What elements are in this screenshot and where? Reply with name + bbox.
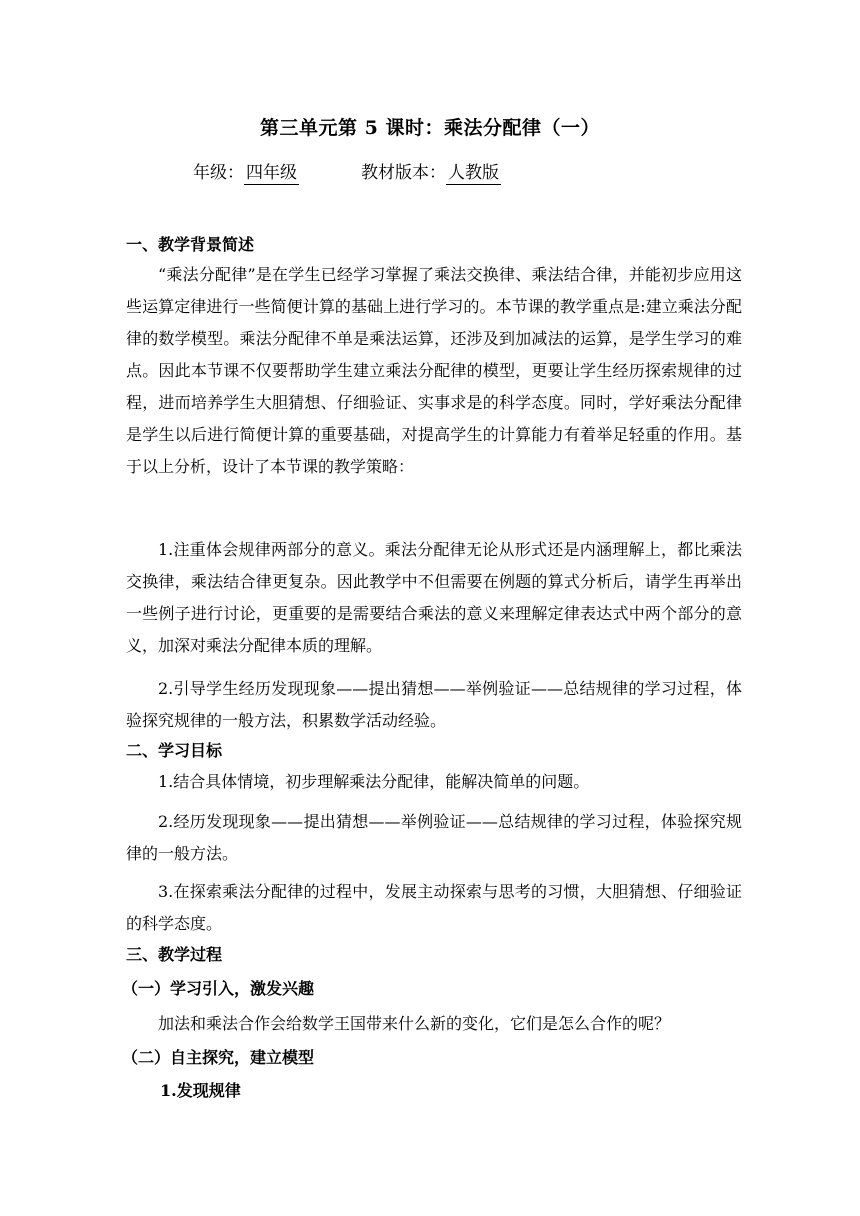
section-heading-process: 三、教学过程 bbox=[126, 945, 223, 964]
section-heading-objectives: 二、学习目标 bbox=[126, 741, 223, 760]
objective-item-1: 1.结合具体情境，初步理解乘法分配律，能解决简单的问题。 bbox=[158, 772, 590, 791]
subsection-explore: （二）自主探究，建立模型 bbox=[122, 1048, 315, 1067]
background-paragraph: “乘法分配律”是在学生已经学习掌握了乘法交换律、乘法结合律，并能初步应用这些运算定律进行一些简便计算的基础上进行学习的。本节课的教学重点是:建立乘法分配律的数学模型。乘法分配律不单是乘法运算，还涉及到加减法的运算，是学生学习的难点。因此本节课不仅要帮助学生建立乘法分配律的模型，更要让学生经历探索规律的过程，进而培养学生大胆猜想、仔细验证、实事求是的科学态度。同时，学好乘法分配律是学生以后进行简便计算的重要基础，对提高学生的计算能力有着举足轻重的作用。基于以上分析，设计了本节课的教学策略： bbox=[126, 265, 742, 476]
edition-label: 教材版本： bbox=[361, 163, 446, 183]
grade-label: 年级： bbox=[193, 163, 244, 183]
strategy-item-2: 2.引导学生经历发现现象——提出猜想——举例验证——总结规律的学习过程，体验探究规律的一般方法，积累数学活动经验。 bbox=[126, 679, 742, 730]
edition-value: 人教版 bbox=[448, 163, 499, 183]
section-heading-background: 一、教学背景简述 bbox=[126, 235, 255, 254]
objective-item-2: 2.经历发现现象——提出猜想——举例验证——总结规律的学习过程，体验探究规律的一般方法。 bbox=[126, 812, 742, 863]
subsection-intro: （一）学习引入，激发兴趣 bbox=[122, 979, 315, 998]
lesson-meta bbox=[193, 160, 501, 186]
page-title: 第三单元第 5 课时：乘法分配律（一） bbox=[260, 117, 600, 139]
strategy-item-1: 1.注重体会规律两部分的意义。乘法分配律无论从形式还是内涵理解上，都比乘法交换律，乘法结合律更复杂。因此教学中不但需要在例题的算式分析后，请学生再举出一些例子进行讨论，更重要的是需要结合乘法的意义来理解定律表达式中两个部分的意义，加深对乘法分配律本质的理解。 bbox=[126, 540, 742, 655]
objective-item-3: 3.在探索乘法分配律的过程中，发展主动探索与思考的习惯，大胆猜想、仔细验证的科学态度。 bbox=[126, 882, 742, 933]
explore-item-1: 1.发现规律 bbox=[160, 1081, 241, 1100]
grade-value: 四年级 bbox=[246, 163, 297, 183]
intro-paragraph: 加法和乘法合作会给数学王国带来什么新的变化，它们是怎么合作的呢？ bbox=[158, 1014, 671, 1033]
